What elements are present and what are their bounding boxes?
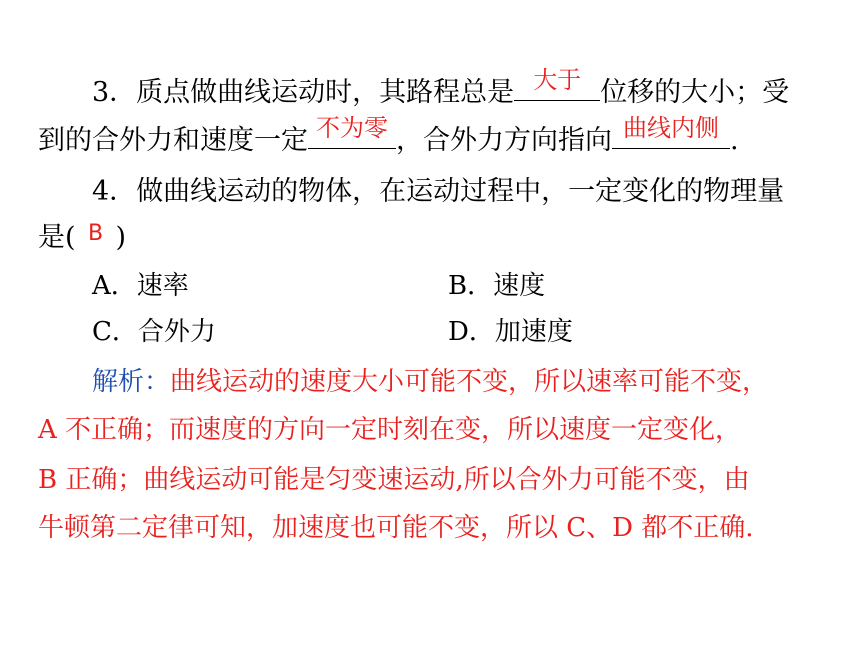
analysis-label: 解析： bbox=[92, 367, 171, 397]
analysis-line-1 bbox=[92, 366, 768, 398]
option-d: D．加速度 bbox=[448, 317, 573, 347]
q4-text-prefix: 是( bbox=[38, 222, 76, 253]
q3-answer-2: 不为零 bbox=[316, 114, 388, 142]
q3-blank-1 bbox=[514, 66, 600, 101]
q4-text-suffix: ) bbox=[115, 222, 127, 253]
q4-line-1: 4．做曲线运动的物体，在运动过程中，一定变化的物理量 bbox=[92, 176, 785, 207]
option-a: A．速率 bbox=[92, 271, 189, 301]
q4-line-2 bbox=[38, 222, 126, 256]
analysis-line-4: 牛顿第二定律可知，加速度也可能不变，所以 C、D 都不正确. bbox=[38, 513, 754, 543]
q3-answer-3: 曲线内侧 bbox=[623, 114, 719, 142]
q3-answer-1: 大于 bbox=[533, 66, 582, 94]
analysis-text-1: 曲线运动的速度大小可能不变，所以速率可能不变， bbox=[170, 367, 769, 397]
q3-line-1 bbox=[92, 66, 790, 109]
q3-text-1: 3．质点做曲线运动时，其路程总是 bbox=[92, 77, 515, 108]
q3-blank-3 bbox=[612, 114, 730, 149]
option-b: B．速度 bbox=[448, 271, 546, 301]
q4-answer: B bbox=[88, 221, 104, 246]
q3-text-2: 位移的大小；受 bbox=[600, 77, 790, 108]
q3-text-5: . bbox=[730, 125, 739, 156]
analysis-line-3: B 正确；曲线运动可能是匀变速运动,所以合外力可能不变，由 bbox=[38, 465, 750, 495]
q3-text-4: ，合外力方向指向 bbox=[396, 125, 612, 156]
analysis-line-2: A 不正确；而速度的方向一定时刻在变，所以速度一定变化， bbox=[38, 415, 742, 445]
q3-blank-2 bbox=[308, 114, 396, 149]
q3-text-3: 到的合外力和速度一定 bbox=[38, 125, 308, 156]
option-c: C．合外力 bbox=[92, 317, 216, 347]
q3-line-2 bbox=[38, 114, 739, 157]
